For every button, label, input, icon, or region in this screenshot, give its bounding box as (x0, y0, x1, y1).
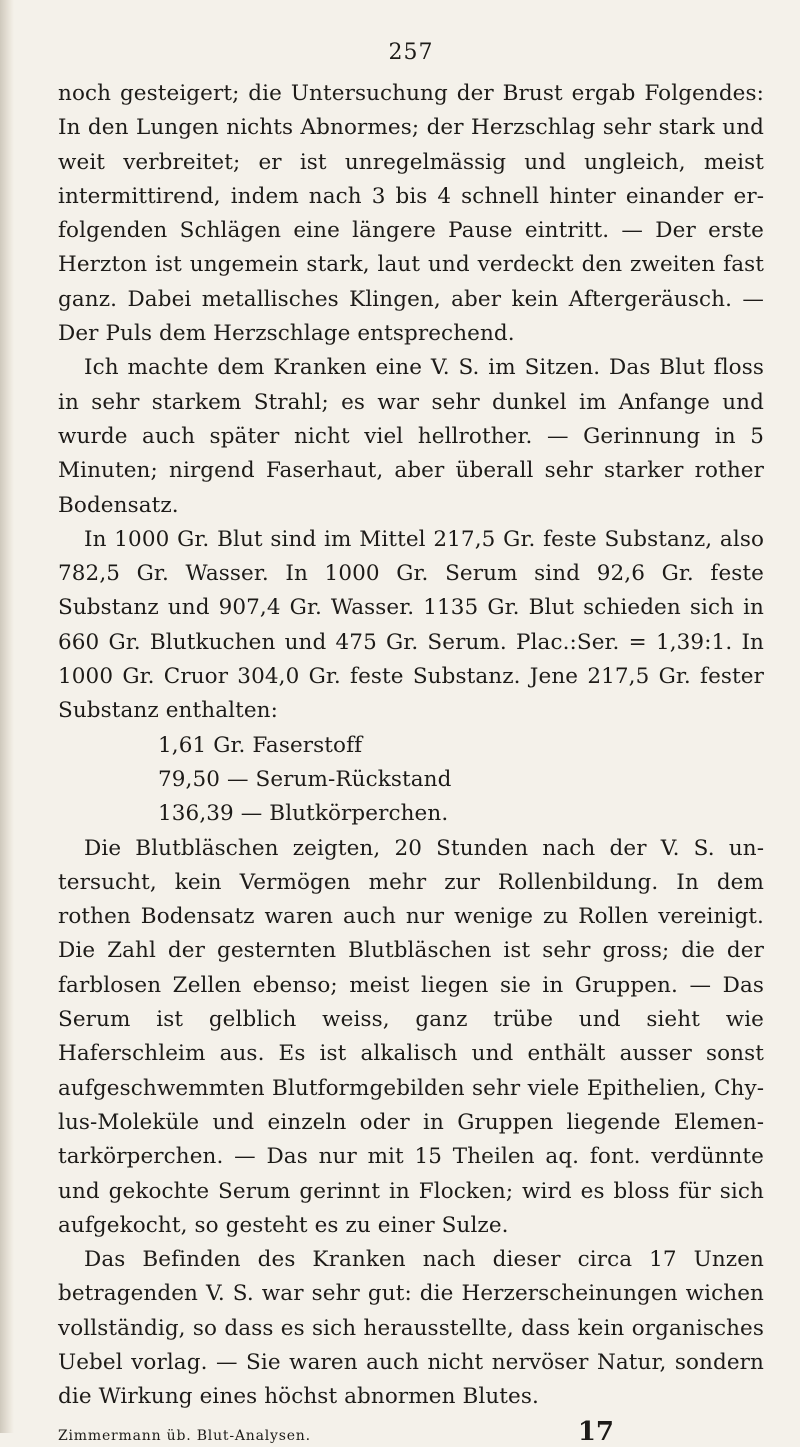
body-text (58, 77, 764, 1415)
book-page (58, 40, 764, 1447)
composition-list (58, 729, 764, 832)
footer-note: Zimmermann üb. Blut-Analysen. (58, 1427, 311, 1444)
paragraph-blood-cells: Die Blutbläschen zeigten, 20 Stunden nach der V. S. untersucht, kein Vermögen mehr zur Rollenbildung. In dem rothen Bodensatz waren auch nur wenige zu Rollen vereinigt. Die Zahl der gesternten Blutbläschen ist sehr gross; die der farblosen Zellen ebenso; meist liegen sie in Gruppen. — Das Serum ist gelblich weiss, ganz trübe und sieht wie Haferschleim aus. Es ist alkalisch und enthält ausser sonst aufgeschwemmten Blutformgebilden sehr viele Epithelien, Chylus-Moleküle und einzeln oder in Gruppen liegende Elementarkörperchen. — Das nur mit 15 Theilen aq. font. verdünnte und gekochte Serum gerinnt in Flocken; wird es bloss für sich aufgekocht, so gesteht es zu einer Sulze. (58, 835, 764, 1238)
paragraph-condition: Das Befinden des Kranken nach dieser circa 17 Unzen betragenden V. S. war sehr gut: die Herzerscheinungen wichen vollständig, so dass es sich herausstellte, dass kein organisches Uebel vorlag. — Sie waren auch nicht nervöser Natur, sondern die Wirkung eines höchst abnormen Blutes. (58, 1247, 764, 1410)
paragraph-venesection: Ich machte dem Kranken eine V. S. im Sitzen. Das Blut floss in sehr starkem Strahl; es war sehr dunkel im Anfange und wurde auch später nicht viel hellrother. — Gerinnung in 5 Minuten; nirgend Faserhaut, aber überall sehr starker rother Bodensatz. (58, 355, 764, 518)
composition-item-faserstoff: 1,61 Gr. Faserstoff (158, 732, 363, 758)
paragraph-blood-analysis: In 1000 Gr. Blut sind im Mittel 217,5 Gr. feste Substanz, also 782,5 Gr. Wasser. In 1000 Gr. Serum sind 92,6 Gr. feste Substanz und 907,4 Gr. Wasser. 1135 Gr. Blut schieden sich in 660 Gr. Blutkuchen und 475 Gr. Serum. Plac.:Ser. = 1,39:1. In 1000 Gr. Cruor 304,0 Gr. feste Substanz. Jene 217,5 Gr. fester Substanz enthalten: (58, 526, 764, 724)
composition-item-blutkoerperchen: 136,39 — Blutkörperchen. (158, 801, 449, 827)
page-footer (58, 1417, 764, 1447)
composition-item-serum-rueckstand: 79,50 — Serum-Rückstand (158, 766, 452, 792)
page-number: 257 (388, 40, 434, 65)
paragraph-examination: noch gesteigert; die Untersuchung der Brust ergab Folgendes: In den Lungen nichts Abnormes; der Herzschlag sehr stark und weit verbreitet; er ist unregelmässig und ungleich, meist intermittirend, indem nach 3 bis 4 schnell hinter einander erfolgenden Schlägen eine längere Pause eintritt. — Der erste Herzton ist ungemein stark, laut und verdeckt den zweiten fast ganz. Dabei metallisches Klingen, aber kein Aftergeräusch. — Der Puls dem Herzschlage entsprechend. (58, 81, 764, 347)
page-edge-shadow (0, 0, 14, 1433)
signature-mark: 17 (577, 1416, 614, 1447)
